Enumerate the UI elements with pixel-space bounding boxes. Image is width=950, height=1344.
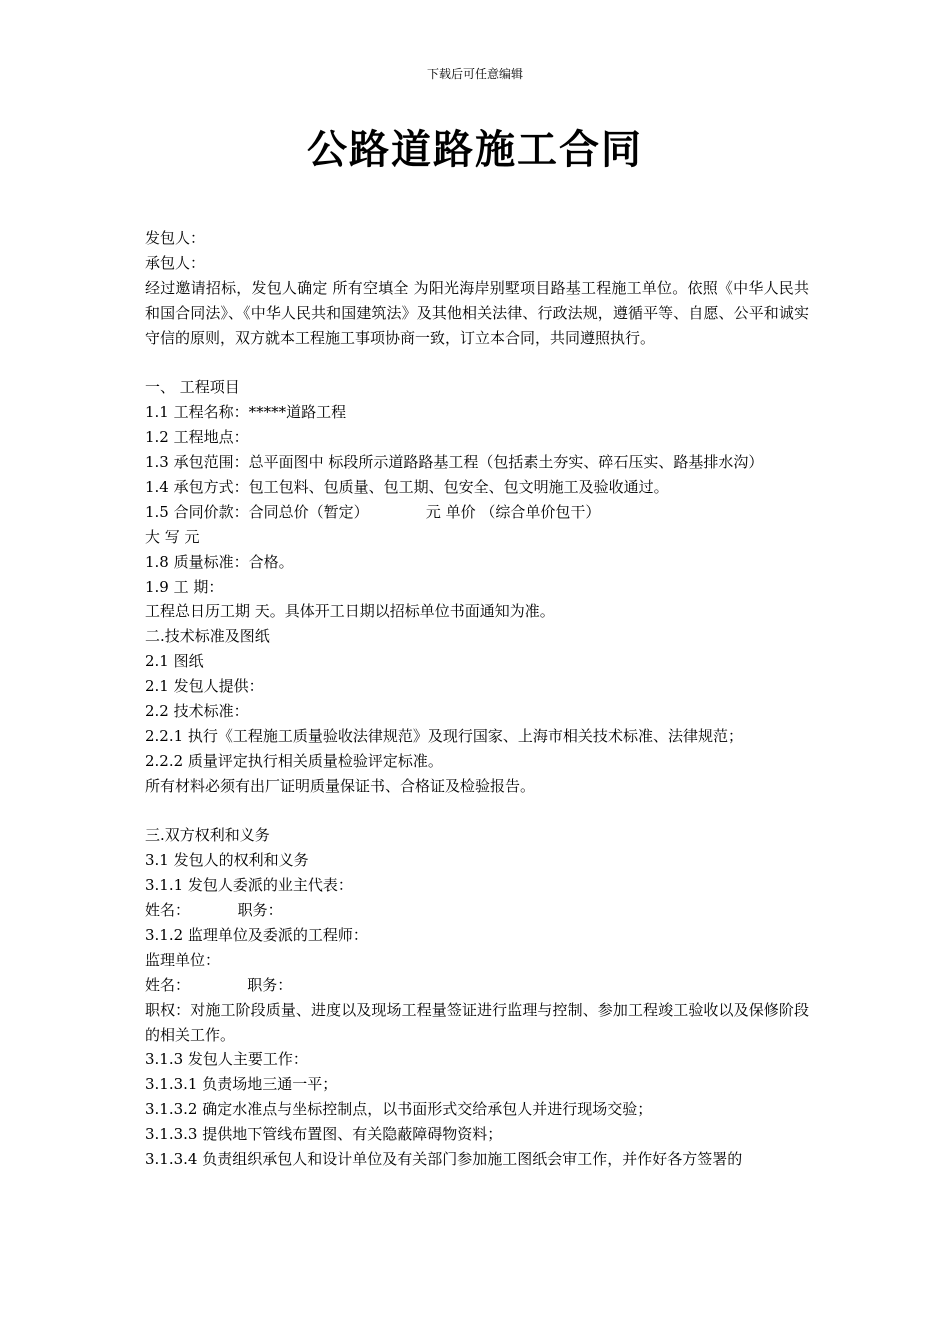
- clause-1-9: 1.9 工 期：: [145, 577, 224, 596]
- clause-2-1-drawings: 2.1 图纸: [145, 652, 204, 671]
- section-heading-2: 二.技术标准及图纸: [145, 627, 270, 646]
- clause-3-1-3-2: 3.1.3.2 确定水准点与坐标控制点，以书面形式交给承包人并进行现场交验；: [145, 1100, 653, 1119]
- section-heading-1: 一、 工程项目: [145, 378, 240, 397]
- clause-2-2-1: 2.2.1 执行《工程施工质量验收法律规范》及现行国家、上海市相关技术标准、法律规范；: [145, 726, 743, 745]
- authority-paragraph: 职权：对施工阶段质量、进度以及现场工程量签证进行监理与控制、参加工程竣工验收以及保修阶段的相关工作。: [145, 1000, 809, 1044]
- clause-2-1-provided: 2.1 发包人提供：: [145, 677, 264, 696]
- clause-3-1: 3.1 发包人的权利和义务: [145, 851, 309, 870]
- clause-3-1-3: 3.1.3 发包人主要工作：: [145, 1050, 308, 1069]
- clause-1-4: 1.4 承包方式：包工包料、包质量、包工期、包安全、包文明施工及验收通过。: [145, 477, 669, 496]
- duration-line: 工程总日历工期 天。具体开工日期以招标单位书面通知为准。: [145, 602, 555, 621]
- engineer-name-line: 姓名： 职务：: [145, 975, 293, 994]
- clause-1-1: 1.1 工程名称：*****道路工程: [145, 403, 347, 422]
- section-heading-3: 三.双方权利和义务: [145, 826, 270, 845]
- clause-1-5: 1.5 合同价款：合同总价（暂定） 元 单价 （综合单价包干）: [145, 502, 601, 521]
- clause-2-2-2: 2.2.2 质量评定执行相关质量检验评定标准。: [145, 751, 443, 770]
- representative-name-line: 姓名： 职务：: [145, 901, 283, 920]
- amount-in-words: 大 写 元: [145, 527, 200, 546]
- contractor-line: 承包人：: [145, 253, 206, 272]
- clause-3-1-3-3: 3.1.3.3 提供地下管线布置图、有关隐蔽障碍物资料；: [145, 1125, 503, 1144]
- employer-line: 发包人：: [145, 229, 206, 247]
- clause-2-2: 2.2 技术标准：: [145, 701, 249, 720]
- clause-3-1-3-4: 3.1.3.4 负责组织承包人和设计单位及有关部门参加施工图纸会审工作，并作好各方签署的: [145, 1150, 743, 1169]
- spacer: [145, 799, 809, 824]
- spacer: [145, 351, 809, 376]
- clause-1-2: 1.2 工程地点：: [145, 428, 249, 447]
- clause-1-8: 1.8 质量标准：合格。: [145, 552, 294, 571]
- materials-line: 所有材料必须有出厂证明质量保证书、合格证及检验报告。: [145, 776, 536, 795]
- header-note: 下载后可任意编辑: [426, 67, 523, 81]
- clause-3-1-3-1: 3.1.3.1 负责场地三通一平；: [145, 1075, 338, 1094]
- clause-3-1-1: 3.1.1 发包人委派的业主代表：: [145, 876, 353, 895]
- supervisor-unit-line: 监理单位：: [145, 950, 221, 969]
- document-title: 公路道路施工合同: [307, 127, 643, 173]
- preamble-paragraph: 经过邀请招标，发包人确定 所有空填全 为阳光海岸别墅项目路基工程施工单位。依照《中华人民共和国合同法》、《中华人民共和国建筑法》及其他相关法律、行政法规，遵循平等、自愿、公平和诚实守信的原则，双方就本工程施工事项协商一致，订立本合同，共同遵照执行。: [145, 278, 809, 347]
- clause-3-1-2: 3.1.2 监理单位及委派的工程师：: [145, 926, 368, 944]
- clause-1-3: 1.3 承包范围：总平面图中 标段所示道路路基工程（包括素土夯实、碎石压实、路基排水沟）: [145, 453, 764, 472]
- contract-body: [145, 226, 809, 1172]
